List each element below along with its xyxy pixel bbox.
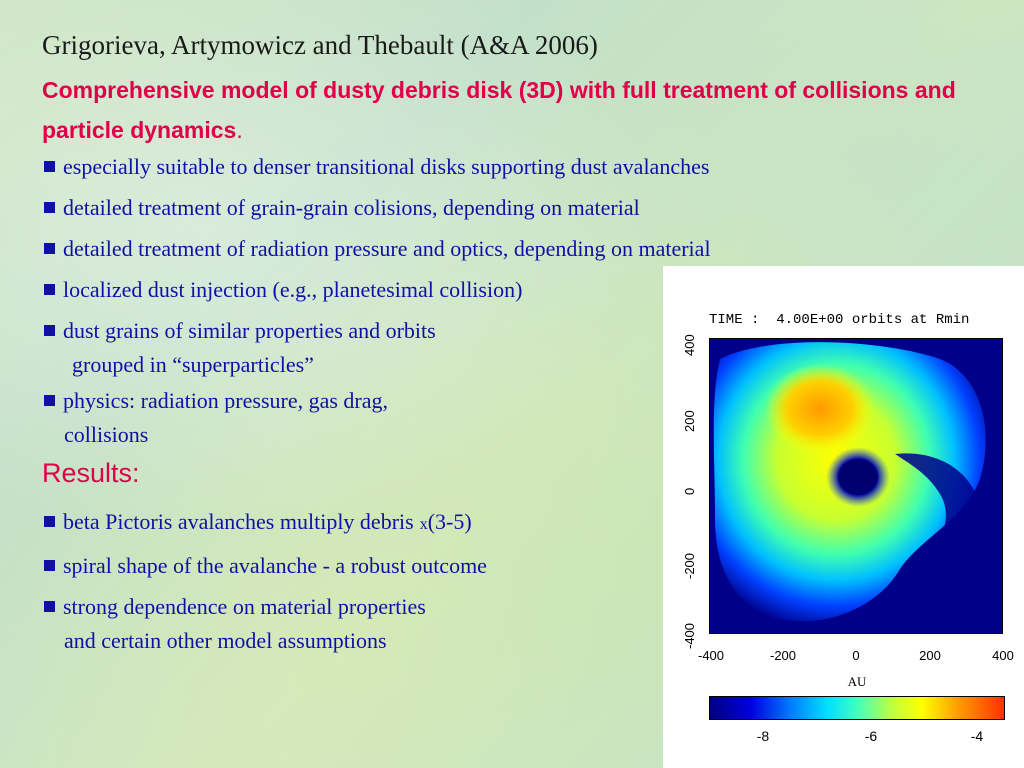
bullet-square-icon [44, 560, 55, 571]
bullet-text: detailed treatment of grain-grain colisions, depending on material [63, 195, 640, 220]
list-item [44, 505, 487, 542]
bullet-square-icon [44, 284, 55, 295]
x-tick-label: 0 [852, 648, 860, 663]
bullet-text: especially suitable to denser transitional disks supporting dust avalanches [63, 154, 710, 179]
bullet-square-icon [44, 202, 55, 213]
colorbar [709, 696, 1005, 720]
list-item [44, 590, 487, 658]
hot-region [765, 364, 875, 454]
bullet-square-icon [44, 161, 55, 172]
list-item [44, 384, 711, 452]
multiplier-range: (3-5) [427, 509, 472, 534]
bullet-continuation: collisions [64, 422, 149, 447]
y-tick-label: 200 [682, 410, 697, 432]
y-tick-label: -400 [682, 622, 697, 649]
colorbar-tick-label: -4 [970, 728, 984, 744]
slide-subtitle [42, 70, 972, 150]
results-list [44, 505, 487, 665]
subtitle-period: . [236, 117, 243, 143]
bullet-text: beta Pictoris avalanches multiply debris [63, 509, 414, 534]
list-item [44, 150, 711, 184]
y-tick-label: 400 [682, 334, 697, 356]
x-tick-label: 200 [919, 648, 941, 663]
list-item [44, 314, 711, 382]
bullet-text: physics: radiation pressure, gas drag, [63, 388, 389, 413]
subtitle-text: Comprehensive model of dusty debris disk (3D) with full treatment of collisions and particle dynamics [42, 77, 956, 143]
simulation-figure [663, 266, 1024, 768]
y-tick-label: 0 [682, 487, 697, 495]
bullet-square-icon [44, 395, 55, 406]
list-item [44, 549, 487, 583]
chart-title: TIME : 4.00E+00 orbits at Rmin [709, 312, 970, 328]
bullet-continuation: grouped in “superparticles” [72, 352, 314, 377]
multiplier-symbol: x [419, 516, 428, 533]
feature-list [44, 150, 711, 459]
bullet-text: localized dust injection (e.g., planetesimal collision) [63, 277, 523, 302]
bullet-continuation: and certain other model assumptions [64, 628, 387, 653]
slide-title: Grigorieva, Artymowicz and Thebault (A&A 2006) [42, 30, 598, 60]
bullet-square-icon [44, 601, 55, 612]
x-axis-label: AU [847, 674, 867, 689]
colorbar-tick-label: -8 [756, 728, 770, 744]
list-item [44, 232, 711, 266]
bullet-text: dust grains of similar properties and orbits [63, 318, 436, 343]
x-tick-label: -400 [697, 648, 725, 663]
bullet-square-icon [44, 516, 55, 527]
y-tick-label: -200 [682, 552, 697, 579]
heatmap-plot [709, 338, 1003, 634]
results-heading: Results: [42, 458, 140, 488]
bullet-text: spiral shape of the avalanche - a robust outcome [63, 553, 487, 578]
list-item [44, 191, 711, 225]
colorbar-tick-label: -6 [864, 728, 878, 744]
bullet-square-icon [44, 325, 55, 336]
bullet-text: detailed treatment of radiation pressure and optics, depending on material [63, 236, 711, 261]
bullet-text: strong dependence on material properties [63, 594, 426, 619]
x-tick-label: -200 [769, 648, 797, 663]
list-item [44, 273, 711, 307]
central-hole-core [838, 459, 878, 495]
heatmap-svg [710, 339, 1002, 633]
bullet-square-icon [44, 243, 55, 254]
x-tick-label: 400 [992, 648, 1014, 663]
